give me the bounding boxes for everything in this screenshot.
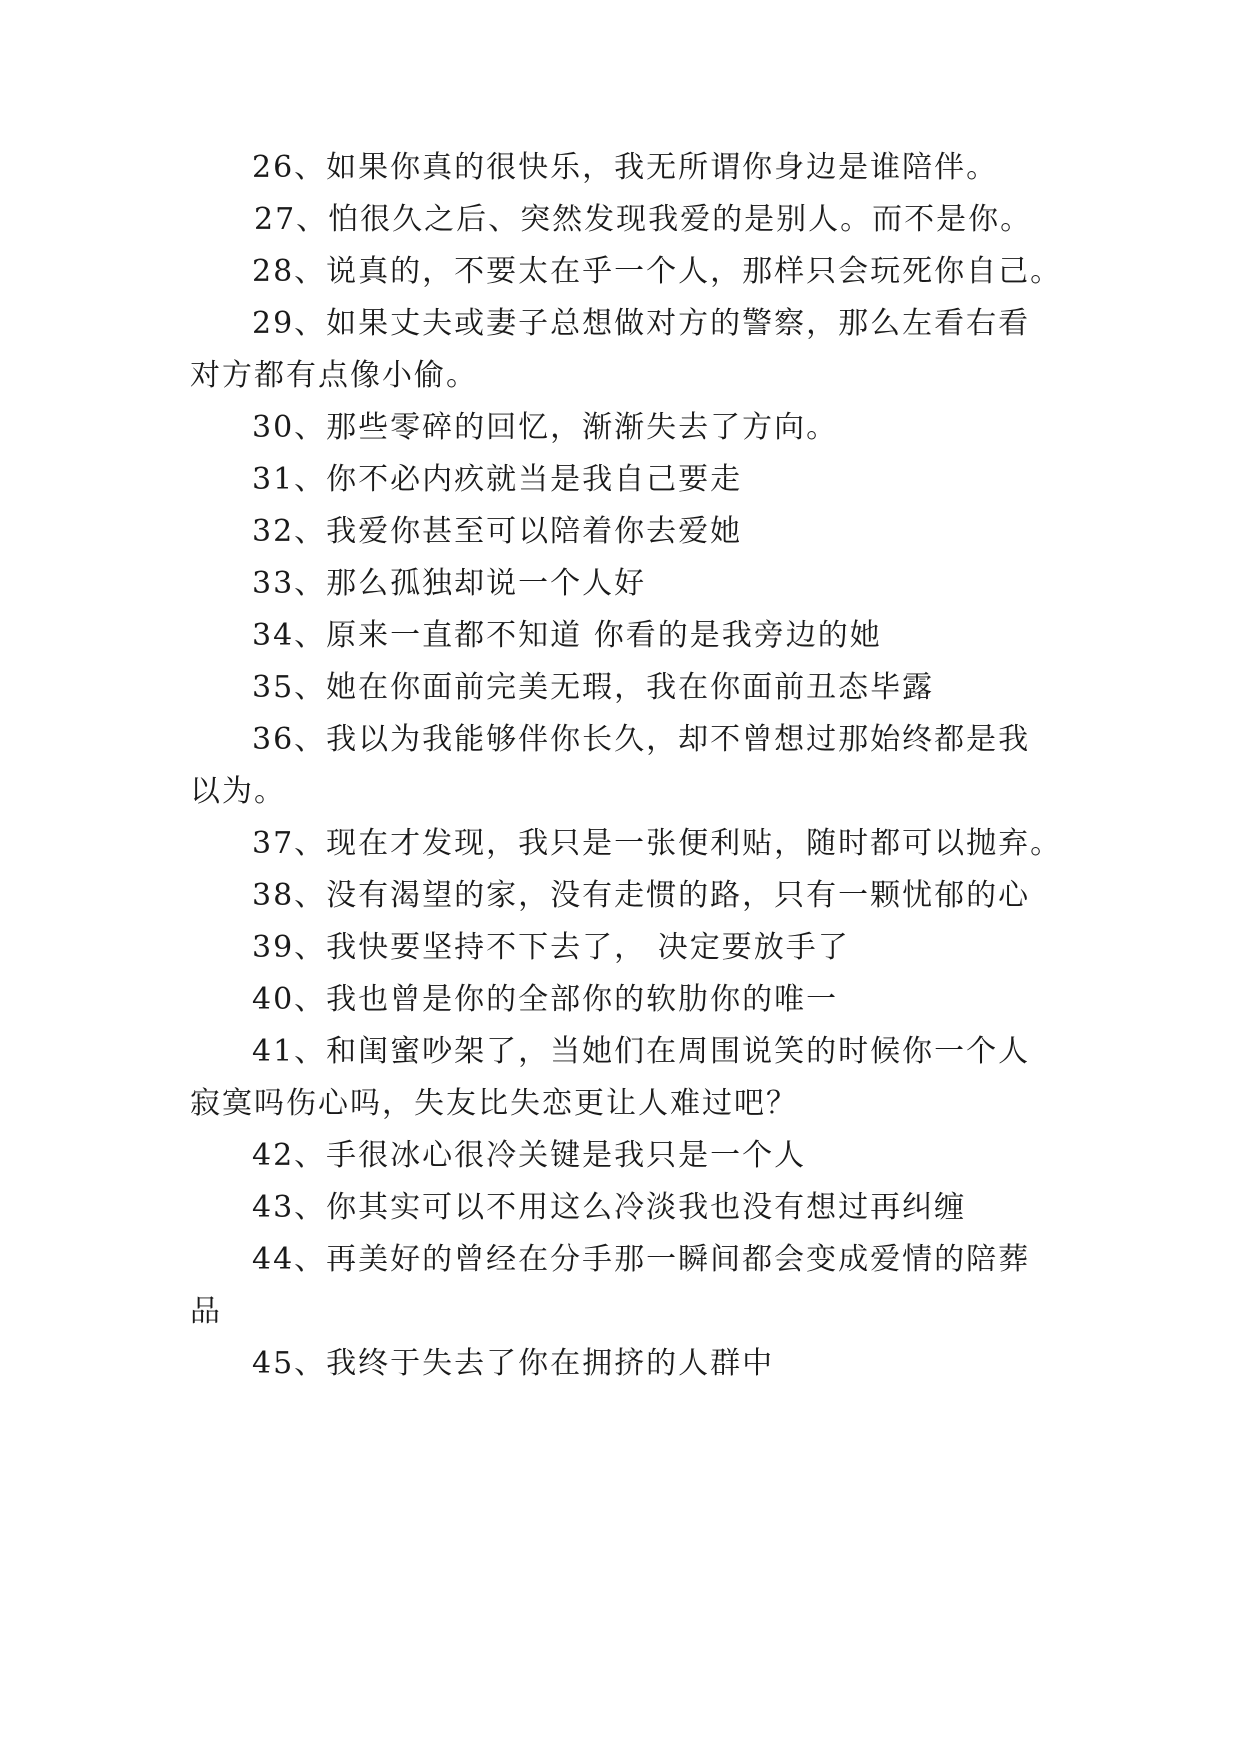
text-line-31: 31、你不必内疚就当是我自己要走 <box>252 462 743 497</box>
text-line-41-cont: 寂寞吗伤心吗，失友比失恋更让人难过吧？ <box>190 1086 798 1121</box>
text-line-28: 28、说真的，不要太在乎一个人，那样只会玩死你自己。 <box>252 254 1063 289</box>
text-line-29-cont: 对方都有点像小偷。 <box>190 358 478 393</box>
text-line-35: 35、她在你面前完美无瑕，我在你面前丑态毕露 <box>252 670 935 705</box>
text-line-44-cont: 品 <box>190 1294 222 1329</box>
text-line-40: 40、我也曾是你的全部你的软肋你的唯一 <box>252 982 839 1017</box>
text-line-26: 26、如果你真的很快乐，我无所谓你身边是谁陪伴。 <box>252 150 999 185</box>
text-line-30: 30、那些零碎的回忆，渐渐失去了方向。 <box>252 410 839 445</box>
text-line-34: 34、原来一直都不知道 你看的是我旁边的她 <box>252 618 882 653</box>
text-line-37: 37、现在才发现，我只是一张便利贴，随时都可以抛弃。 <box>252 826 1063 861</box>
text-line-43: 43、你其实可以不用这么冷淡我也没有想过再纠缠 <box>252 1190 967 1225</box>
text-line-36-cont: 以为。 <box>190 774 286 809</box>
text-line-44: 44、再美好的曾经在分手那一瞬间都会变成爱情的陪葬 <box>252 1242 1031 1277</box>
text-line-33: 33、那么孤独却说一个人好 <box>252 566 647 601</box>
text-line-32: 32、我爱你甚至可以陪着你去爱她 <box>252 514 743 549</box>
text-line-41: 41、和闺蜜吵架了，当她们在周围说笑的时候你一个人 <box>252 1034 1031 1069</box>
text-line-39: 39、我快要坚持不下去了， 决定要放手了 <box>252 930 850 965</box>
text-line-36: 36、我以为我能够伴你长久，却不曾想过那始终都是我 <box>252 722 1031 757</box>
text-line-29: 29、如果丈夫或妻子总想做对方的警察，那么左看右看 <box>252 306 1031 341</box>
text-line-45: 45、我终于失去了你在拥挤的人群中 <box>252 1346 775 1381</box>
text-line-42: 42、手很冰心很冷关键是我只是一个人 <box>252 1138 807 1173</box>
text-line-27: 27、怕很久之后、突然发现我爱的是别人。而不是你。 <box>254 202 1033 237</box>
text-line-38: 38、没有渴望的家，没有走惯的路，只有一颗忧郁的心 <box>252 878 1031 913</box>
